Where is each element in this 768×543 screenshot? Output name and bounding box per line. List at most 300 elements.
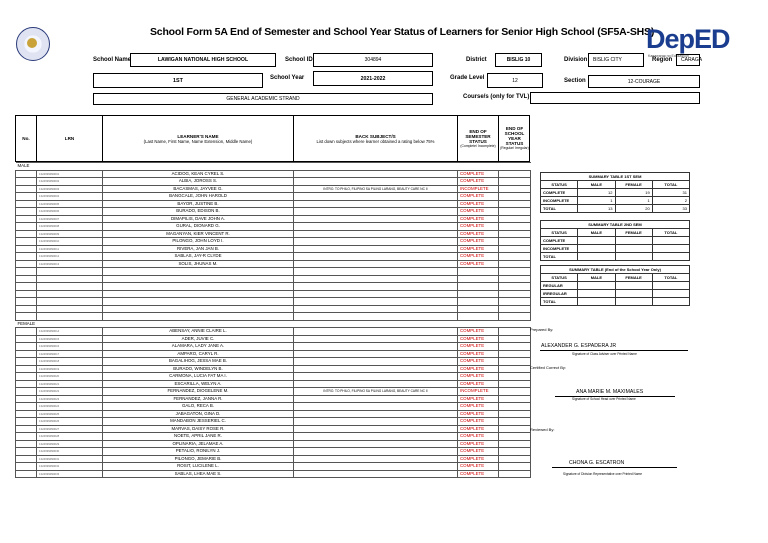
summary2-header-row <box>541 229 690 237</box>
summary1-cell: 13 <box>578 205 615 213</box>
back-subjects-cell <box>294 350 458 358</box>
learner-name-cell: PILONGO, JOHN LOYD I. <box>103 238 294 246</box>
summary2-cell <box>615 237 652 245</box>
lrn-cell: 1324699990014 <box>37 328 103 336</box>
row-number <box>16 178 37 186</box>
end-year-status-cell <box>499 463 531 471</box>
end-year-status-cell <box>499 245 531 253</box>
lrn-cell: 1324699990015 <box>37 335 103 343</box>
region-field: CARAGA <box>676 54 700 66</box>
learner-name-cell: FERNANDEZ, JANNA R. <box>103 395 294 403</box>
summary1-header-row <box>541 181 690 189</box>
male-section-label-cell: MALE <box>16 163 531 171</box>
back-subjects-cell <box>294 215 458 223</box>
end-year-status-cell <box>499 403 531 411</box>
row-number <box>16 200 37 208</box>
learner-name-cell: ACIDOG, KEAN CYREL S. <box>103 170 294 178</box>
table-row <box>16 193 531 201</box>
table-row <box>16 403 531 411</box>
end-year-status-cell <box>499 395 531 403</box>
lrn-cell: 1324699990016 <box>37 343 103 351</box>
table-row <box>16 343 531 351</box>
table-row-empty <box>16 313 531 321</box>
summary3-title: SUMMARY TABLE (End of the School Year Only) <box>541 266 690 274</box>
district-label: District <box>466 57 487 63</box>
end-semester-status-cell: COMPLETE <box>458 245 499 253</box>
row-number <box>16 365 37 373</box>
page-title: School Form 5A End of Semester and School Year Status of Learners for Senior High School (SF5A-SHS) <box>150 26 655 38</box>
end-year-status-cell <box>499 373 531 381</box>
summary2-cell <box>578 253 615 261</box>
region-label: Region <box>652 57 673 63</box>
summary3-cell: IRREGULAR <box>541 290 578 298</box>
end-semester-status-cell: COMPLETE <box>458 455 499 463</box>
lrn-cell: 1324699990002 <box>37 178 103 186</box>
back-subjects-cell: INTRO. TO PHILO, FILIPINO SA PILING LARANG, BEAUTY CARE NC II <box>294 185 458 193</box>
learner-name-cell: BAGALIHOG, JESSA MAE B. <box>103 358 294 366</box>
end-semester-status-cell: COMPLETE <box>458 365 499 373</box>
summary1-cell: 1 <box>578 197 615 205</box>
end-year-status-cell <box>499 418 531 426</box>
empty-cell <box>16 313 37 321</box>
school-name-field: LAWIGAN NATIONAL HIGH SCHOOL <box>130 53 276 67</box>
learner-name-cell: GURAL, DIONARD G. <box>103 223 294 231</box>
table-row <box>16 373 531 381</box>
empty-cell <box>499 305 531 313</box>
empty-cell <box>458 290 499 298</box>
lrn-cell: 1324699990010 <box>37 238 103 246</box>
deped-logo-subtitle: Kagawaran ng Edukasyon <box>648 54 689 58</box>
end-semester-status-cell: COMPLETE <box>458 178 499 186</box>
summary2-col-header: MALE <box>578 229 615 237</box>
empty-cell <box>37 313 103 321</box>
row-number <box>16 238 37 246</box>
summary1-row <box>541 197 690 205</box>
courses-field <box>530 92 700 104</box>
certified-by-name: ANA MARIE M. MAXIMALES <box>576 389 644 395</box>
row-number <box>16 193 37 201</box>
table-row <box>16 223 531 231</box>
summary1-cell: COMPLETE <box>541 189 578 197</box>
lrn-cell: 1324699990007 <box>37 215 103 223</box>
end-semester-status-cell: COMPLETE <box>458 463 499 471</box>
learner-name-cell: SABLAS, LHEA MAE S. <box>103 470 294 478</box>
summary1-col-header: MALE <box>578 181 615 189</box>
table-row <box>16 470 531 478</box>
back-subjects-cell <box>294 448 458 456</box>
header-learner-name: LEARNER'S NAME (Last Name, First Name, Name Extension, Middle Name) <box>103 116 294 161</box>
end-semester-status-cell: COMPLETE <box>458 425 499 433</box>
table-row <box>16 170 531 178</box>
summary-table-end-year <box>540 265 690 306</box>
empty-cell <box>37 283 103 291</box>
summary1-title: SUMMARY TABLE 1ST SEM <box>541 173 690 181</box>
summary-table-1st-sem <box>540 172 690 213</box>
prepared-by-line <box>540 350 688 351</box>
table-row <box>16 448 531 456</box>
table-row <box>16 253 531 261</box>
summary2-title: SUMMARY TABLE 2ND SEM <box>541 221 690 229</box>
summary3-col-header: STATUS <box>541 274 578 282</box>
end-semester-status-cell: COMPLETE <box>458 470 499 478</box>
end-semester-status-cell: COMPLETE <box>458 373 499 381</box>
summary2-cell <box>615 245 652 253</box>
lrn-cell: 1324699990001 <box>37 170 103 178</box>
certified-by-label: Certified Correct By: <box>530 365 567 370</box>
lrn-cell: 1324699990025 <box>37 410 103 418</box>
empty-cell <box>16 298 37 306</box>
end-semester-status-cell: COMPLETE <box>458 395 499 403</box>
end-semester-status-cell: COMPLETE <box>458 215 499 223</box>
back-subjects-cell <box>294 463 458 471</box>
row-number <box>16 170 37 178</box>
empty-cell <box>499 290 531 298</box>
lrn-cell: 1324699990033 <box>37 470 103 478</box>
lrn-cell: 1324699990013 <box>37 260 103 268</box>
summary3-cell <box>578 298 615 306</box>
learner-name-cell: MANDABON JESSERIEL C. <box>103 418 294 426</box>
end-semester-status-cell: COMPLETE <box>458 418 499 426</box>
learner-name-cell: SABLAS, JAY-R CLYDE <box>103 253 294 261</box>
table-row-empty <box>16 290 531 298</box>
summary3-cell <box>615 282 652 290</box>
summary-table-2nd-sem <box>540 220 690 261</box>
empty-cell <box>294 313 458 321</box>
lrn-cell: 1324699990028 <box>37 433 103 441</box>
empty-cell <box>499 268 531 276</box>
end-semester-status-cell: COMPLETE <box>458 193 499 201</box>
end-year-status-cell <box>499 335 531 343</box>
table-row-empty <box>16 268 531 276</box>
end-semester-status-cell: COMPLETE <box>458 328 499 336</box>
district-field: BISLIG 10 <box>495 53 542 67</box>
learner-name-cell: NOETE, APRIL JANE R. <box>103 433 294 441</box>
summary2-col-header: TOTAL <box>652 229 689 237</box>
summary1-cell: 33 <box>652 205 689 213</box>
summary3-row <box>541 298 690 306</box>
learner-name-cell: PILONGO, JEMARIE B. <box>103 455 294 463</box>
end-semester-status-cell: COMPLETE <box>458 350 499 358</box>
lrn-cell: 1324699990017 <box>37 350 103 358</box>
end-year-status-cell <box>499 455 531 463</box>
empty-cell <box>16 305 37 313</box>
lrn-cell: 1324699990023 <box>37 395 103 403</box>
end-year-status-cell <box>499 350 531 358</box>
end-year-status-cell <box>499 170 531 178</box>
back-subjects-cell <box>294 403 458 411</box>
row-number <box>16 373 37 381</box>
reviewed-by-name: CHONA G. ESCATRON <box>569 460 625 466</box>
summary3-col-header: TOTAL <box>652 274 689 282</box>
row-number <box>16 418 37 426</box>
row-number <box>16 260 37 268</box>
lrn-cell: 1324699990008 <box>37 223 103 231</box>
lrn-cell: 1324699990021 <box>37 380 103 388</box>
table-row <box>16 200 531 208</box>
end-semester-status-cell: COMPLETE <box>458 170 499 178</box>
semester-field: 1ST <box>93 73 263 88</box>
empty-cell <box>499 275 531 283</box>
learner-name-cell: BURADO, EDISON B. <box>103 208 294 216</box>
back-subjects-cell <box>294 373 458 381</box>
end-semester-status-cell: COMPLETE <box>458 358 499 366</box>
summary3-cell: TOTAL <box>541 298 578 306</box>
end-year-status-cell <box>499 433 531 441</box>
section-label: Section <box>564 78 586 84</box>
lrn-cell: 1324699990032 <box>37 463 103 471</box>
row-number <box>16 245 37 253</box>
end-year-status-cell <box>499 380 531 388</box>
learner-name-cell: ALBIA, JOROSS S. <box>103 178 294 186</box>
end-semester-status-cell: COMPLETE <box>458 335 499 343</box>
end-year-status-cell <box>499 425 531 433</box>
lrn-cell: 1324699990018 <box>37 358 103 366</box>
end-semester-status-cell: INCOMPLETE <box>458 185 499 193</box>
back-subjects-cell <box>294 193 458 201</box>
table-row <box>16 425 531 433</box>
end-year-status-cell <box>499 215 531 223</box>
row-number <box>16 403 37 411</box>
learner-name-cell: JABAGATON, GINA D. <box>103 410 294 418</box>
table-row <box>16 358 531 366</box>
row-number <box>16 185 37 193</box>
summary1-cell: TOTAL <box>541 205 578 213</box>
table-row <box>16 350 531 358</box>
summary2-title-row <box>541 221 690 229</box>
table-row <box>16 395 531 403</box>
row-number <box>16 350 37 358</box>
back-subjects-cell <box>294 455 458 463</box>
learner-name-cell: BANGCALE, JOHN HAROLD <box>103 193 294 201</box>
back-subjects-cell <box>294 425 458 433</box>
empty-cell <box>103 298 294 306</box>
summary3-cell: REGULAR <box>541 282 578 290</box>
row-number <box>16 253 37 261</box>
empty-cell <box>103 305 294 313</box>
end-semester-status-cell: COMPLETE <box>458 223 499 231</box>
row-number <box>16 328 37 336</box>
lrn-cell: 1324699990012 <box>37 253 103 261</box>
row-number <box>16 388 37 396</box>
row-number <box>16 380 37 388</box>
lrn-cell: 1324699990026 <box>37 418 103 426</box>
summary3-cell <box>578 290 615 298</box>
table-row <box>16 440 531 448</box>
back-subjects-cell <box>294 418 458 426</box>
reviewed-by-line <box>552 467 677 468</box>
learner-name-cell: ADER, JUVIE C. <box>103 335 294 343</box>
summary1-cell: 31 <box>652 189 689 197</box>
table-row <box>16 185 531 193</box>
lrn-cell: 1324699990004 <box>37 193 103 201</box>
row-number <box>16 223 37 231</box>
back-subjects-cell <box>294 230 458 238</box>
row-number <box>16 358 37 366</box>
back-subjects-cell <box>294 410 458 418</box>
table-row <box>16 455 531 463</box>
back-subjects-cell <box>294 253 458 261</box>
back-subjects-cell <box>294 328 458 336</box>
summary2-cell <box>615 253 652 261</box>
learner-name-cell: BAYOR, JUSTINE B. <box>103 200 294 208</box>
table-row <box>16 433 531 441</box>
summary1-cell: 2 <box>652 197 689 205</box>
learner-name-cell: ROSIT, LUCILENE L. <box>103 463 294 471</box>
male-section-label <box>16 163 531 171</box>
summary2-cell: INCOMPLETE <box>541 245 578 253</box>
table-row <box>16 238 531 246</box>
strand-field: GENERAL ACADEMIC STRAND <box>93 93 433 105</box>
deped-seal-icon <box>16 27 50 61</box>
summary2-cell: TOTAL <box>541 253 578 261</box>
certified-by-role: Signature of School Head over Printed Name <box>572 397 636 401</box>
learner-name-cell: ABENSAY, ANNIE CLAIRE L. <box>103 328 294 336</box>
empty-cell <box>37 305 103 313</box>
female-section-label-cell: FEMALE <box>16 320 531 328</box>
back-subjects-cell <box>294 395 458 403</box>
empty-cell <box>16 268 37 276</box>
back-subjects-cell <box>294 238 458 246</box>
division-field: BISLIG CITY <box>588 53 644 67</box>
learner-name-cell: GALO, RECA B. <box>103 403 294 411</box>
end-semester-status-cell: COMPLETE <box>458 253 499 261</box>
lrn-cell: 1324699990006 <box>37 208 103 216</box>
back-subjects-cell <box>294 343 458 351</box>
summary2-cell: COMPLETE <box>541 237 578 245</box>
row-number <box>16 440 37 448</box>
empty-cell <box>294 290 458 298</box>
empty-cell <box>103 290 294 298</box>
back-subjects-cell <box>294 380 458 388</box>
table-row <box>16 380 531 388</box>
row-number <box>16 425 37 433</box>
end-year-status-cell <box>499 440 531 448</box>
end-year-status-cell <box>499 238 531 246</box>
table-row <box>16 178 531 186</box>
back-subjects-cell <box>294 200 458 208</box>
lrn-cell: 1324699990027 <box>37 425 103 433</box>
back-subjects-cell <box>294 223 458 231</box>
table-row-empty <box>16 298 531 306</box>
summary3-row <box>541 290 690 298</box>
row-number <box>16 335 37 343</box>
back-subjects-cell <box>294 433 458 441</box>
table-row-empty <box>16 275 531 283</box>
summary1-cell: 20 <box>615 205 652 213</box>
header-end-semester: END OF SEMESTER STATUS (Complete/ Incomplete) <box>458 116 499 161</box>
courses-label: Course/s (only for TVL) <box>463 94 530 100</box>
back-subjects-cell: INTRO. TO PHILO, FILIPINO SA PILING LARANG, BEAUTY CARE NC II <box>294 388 458 396</box>
school-id-field: 304894 <box>313 53 433 67</box>
summary1-col-header: STATUS <box>541 181 578 189</box>
empty-cell <box>499 283 531 291</box>
end-year-status-cell <box>499 230 531 238</box>
row-number <box>16 395 37 403</box>
learner-name-cell: AMPARO, CARYL R. <box>103 350 294 358</box>
empty-cell <box>458 283 499 291</box>
end-semester-status-cell: COMPLETE <box>458 343 499 351</box>
end-year-status-cell <box>499 470 531 478</box>
summary2-col-header: FEMALE <box>615 229 652 237</box>
summary3-cell <box>652 282 689 290</box>
end-year-status-cell <box>499 410 531 418</box>
empty-cell <box>458 298 499 306</box>
division-label: Division <box>564 57 588 63</box>
grade-level-label: Grade Level <box>450 75 485 81</box>
lrn-cell: 1324699990024 <box>37 403 103 411</box>
end-year-status-cell <box>499 343 531 351</box>
summary1-col-header: FEMALE <box>615 181 652 189</box>
school-id-label: School ID <box>285 57 313 63</box>
lrn-cell: 1324699990009 <box>37 230 103 238</box>
lrn-cell: 1324699990029 <box>37 440 103 448</box>
table-row <box>16 418 531 426</box>
summary1-cell: 1 <box>615 197 652 205</box>
lrn-cell: 1324699990003 <box>37 185 103 193</box>
grade-level-field: 12 <box>487 73 543 88</box>
row-number <box>16 410 37 418</box>
back-subjects-cell <box>294 260 458 268</box>
learner-name-cell: ESCARILLA, WELYN A. <box>103 380 294 388</box>
end-year-status-cell <box>499 365 531 373</box>
summary3-col-header: MALE <box>578 274 615 282</box>
summary3-cell <box>578 282 615 290</box>
summary1-row <box>541 205 690 213</box>
school-year-label: School Year <box>270 75 305 81</box>
header-back-subjects: BACK SUBJECT/S List down subjects where learner obtained a rating below 75% <box>294 116 458 161</box>
end-semester-status-cell: COMPLETE <box>458 238 499 246</box>
empty-cell <box>37 298 103 306</box>
end-year-status-cell <box>499 193 531 201</box>
empty-cell <box>16 283 37 291</box>
summary1-col-header: TOTAL <box>652 181 689 189</box>
lrn-cell: 1324699990020 <box>37 373 103 381</box>
summary3-cell <box>652 290 689 298</box>
learner-name-cell: MAGANYAN, KIER VINCENT R. <box>103 230 294 238</box>
empty-cell <box>103 283 294 291</box>
reviewed-by-role: Signature of Division Representative over Printed Name <box>563 472 643 476</box>
empty-cell <box>103 313 294 321</box>
empty-cell <box>294 275 458 283</box>
table-row <box>16 260 531 268</box>
header-no: No. <box>16 116 37 161</box>
summary2-col-header: STATUS <box>541 229 578 237</box>
learner-table-header <box>15 115 530 162</box>
summary1-cell: INCOMPLETE <box>541 197 578 205</box>
empty-cell <box>294 298 458 306</box>
empty-cell <box>294 268 458 276</box>
learner-name-cell: CARMONA, LUCIA FAT MA I. <box>103 373 294 381</box>
end-year-status-cell <box>499 208 531 216</box>
empty-cell <box>458 275 499 283</box>
deped-logo-text: DepED <box>646 24 730 54</box>
table-row <box>16 365 531 373</box>
end-year-status-cell <box>499 388 531 396</box>
back-subjects-cell <box>294 178 458 186</box>
table-row-empty <box>16 283 531 291</box>
summary1-cell: 12 <box>578 189 615 197</box>
summary1-row <box>541 189 690 197</box>
learner-table <box>15 162 531 478</box>
end-semester-status-cell: COMPLETE <box>458 260 499 268</box>
empty-cell <box>458 305 499 313</box>
summary1-cell: 19 <box>615 189 652 197</box>
empty-cell <box>16 290 37 298</box>
end-year-status-cell <box>499 260 531 268</box>
summary3-header-row <box>541 274 690 282</box>
lrn-cell: 1324699990011 <box>37 245 103 253</box>
end-semester-status-cell: COMPLETE <box>458 410 499 418</box>
